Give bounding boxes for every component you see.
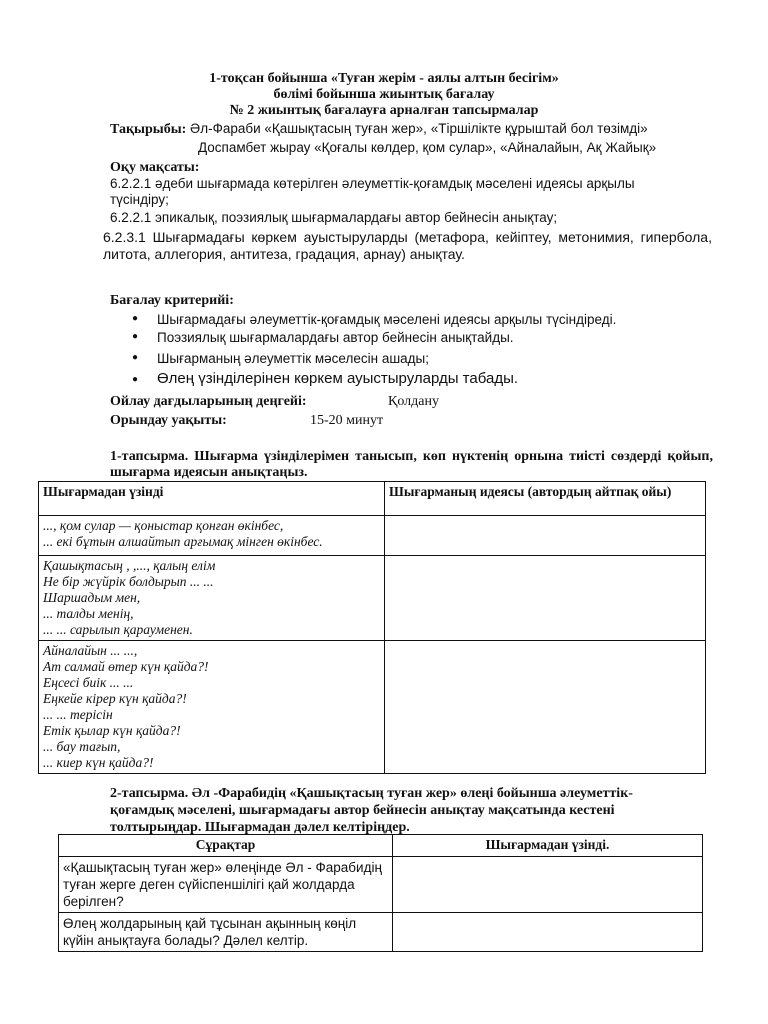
topic-text-1: Әл-Фараби «Қашықтасың туған жер», «Тіршілікте құрыштай бол төзімді» — [186, 121, 648, 136]
objective-2: 6.2.2.1 эпикалық, поэзиялық шығармалардағы автор бейнесін анықтау; — [110, 210, 558, 225]
header-line-1: 1-тоқсан бойынша «Туған жерім - аялы алтын бесігім» — [209, 71, 559, 86]
skill-value: Қолдану — [388, 394, 439, 409]
objectives-label: Оқу мақсаты: — [110, 160, 200, 175]
task1-col1-header: Шығармадан үзінді — [39, 482, 385, 516]
task1-row3-answer[interactable] — [385, 641, 706, 774]
objective-1b: түсіндіру; — [110, 192, 169, 207]
task1-row1-answer[interactable] — [385, 516, 706, 556]
bullet-icon: ● — [132, 331, 139, 342]
objective-3: 6.2.3.1 Шығармадағы көркем ауыстыруларды (метафора, кейіптеу, метонимия, гипербола, литота, аллегория, антитеза, градация, арнау) анықтау. — [103, 229, 712, 262]
criteria-item-3: Шығарманың әлеуметтік мәселесін ашады; — [157, 351, 429, 366]
task1-row1-excerpt: ..., қом сулар — қоныстар қонған өкінбес, ... екі бұтын алшайтып арғымақ мінген өкінбес. — [39, 516, 385, 556]
task2-title-3: толтырыңдар. Шығармадан дәлел келтіріңдер. — [110, 820, 410, 835]
task1-row2-answer[interactable] — [385, 556, 706, 641]
task2-title-1: 2-тапсырма. Әл -Фарабидің «Қашықтасың туған жер» өлеңі бойынша әлеуметтік- — [110, 786, 633, 801]
task1-title: 1-тапсырма. Шығарма үзінділерімен танысып, көп нүктенің орнына тиісті сөздерді қойып, шығарма идеясын анықтаңыз. — [110, 449, 713, 480]
task1-row3-excerpt: Айналайын ... ..., Ат салмай өтер күн қайда?! Еңсесі биік ... ... Еңкейе кірер күн қайда?! ... ... терісін Етік қылар күн қайда?! ... бау тағып, ... киер күн қайда?! — [39, 641, 385, 774]
topic-text-2: Доспамбет жырау «Қоғалы көлдер, қом сулар», «Айналайын, Ақ Жайық» — [198, 140, 657, 155]
task2-question-1: «Қашықтасың туған жер» өлеңінде Әл - Фарабидің туған жерге деген сүйіспеншілігі қай жолдарда берілген? — [59, 857, 393, 913]
time-label: Орындау уақыты: — [110, 413, 227, 428]
skill-label: Ойлау дағдыларының деңгейі: — [110, 394, 307, 409]
task2-question-2: Өлең жолдарының қай тұсынан ақынның көңіл күйін анықтауға болады? Дәлел келтір. — [59, 913, 393, 952]
criteria-label: Бағалау критерийі: — [110, 293, 234, 308]
task2-col2-header: Шығармадан үзінді. — [393, 835, 703, 857]
topic-line-1 — [110, 121, 648, 138]
criteria-item-4: Өлең үзінділерінен көркем ауыстыруларды табады. — [157, 370, 519, 387]
task2-answer-2[interactable] — [393, 913, 703, 952]
task2-answer-1[interactable] — [393, 857, 703, 913]
task1-table — [38, 481, 706, 774]
criteria-item-1: Шығармадағы әлеуметтік-қоғамдық мәселені идеясы арқылы түсіндіреді. — [157, 312, 617, 327]
task2-col1-header: Сұрақтар — [59, 835, 393, 857]
time-value: 15-20 минут — [310, 413, 384, 428]
objective-1a: 6.2.2.1 әдеби шығармада көтерілген әлеуметтік-қоғамдық мәселені идеясы арқылы — [110, 176, 635, 191]
bullet-icon: ● — [132, 352, 139, 363]
task1-col2-header: Шығарманың идеясы (автордың айтпақ ойы) — [385, 482, 706, 516]
task1-row2-excerpt: Қашықтасың , ,..., қалың елім Не бір жүйрік болдырып ... ... Шаршадым мен, ... талды менің, ... ... сарылып қарауменен. — [39, 556, 385, 641]
task2-title-2: қоғамдық мәселені, шығармадағы автор бейнесін анықтау мақсатында кестені — [110, 803, 615, 818]
bullet-icon: ● — [132, 374, 139, 385]
header-line-2: бөлімі бойынша жиынтық бағалау — [273, 87, 495, 102]
bullet-icon: ● — [132, 313, 139, 324]
task2-table — [58, 834, 703, 952]
topic-label: Тақырыбы: — [110, 122, 187, 137]
criteria-item-2: Поэзиялық шығармалардағы автор бейнесін анықтайды. — [157, 330, 514, 345]
header-line-3: № 2 жиынтық бағалауға арналған тапсырмалар — [229, 103, 539, 118]
